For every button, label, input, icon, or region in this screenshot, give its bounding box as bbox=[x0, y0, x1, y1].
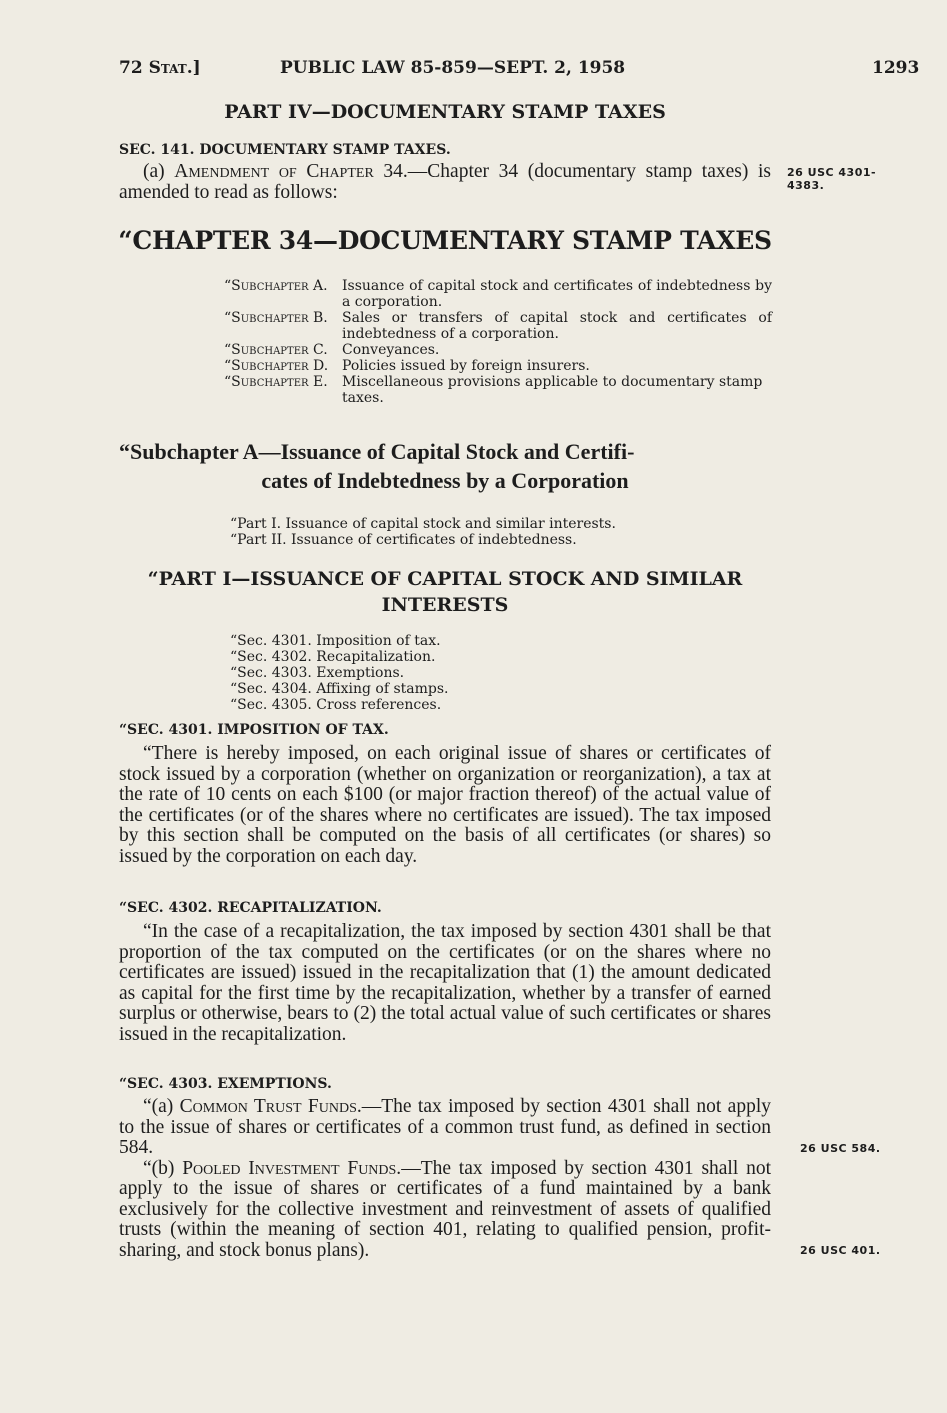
part-title: PART IV—DOCUMENTARY STAMP TAXES bbox=[224, 101, 666, 123]
toc-label: “Subchapter A. bbox=[224, 278, 328, 294]
chapter-title: “CHAPTER 34—DOCUMENTARY STAMP TAXES bbox=[118, 226, 772, 255]
sec-4301-paragraph bbox=[119, 744, 771, 867]
margin-note-usc-4301: 26 USC 4301- bbox=[787, 166, 877, 179]
part-1-toc-item: “Sec. 4305. Cross references. bbox=[230, 697, 442, 713]
subchapter-toc bbox=[230, 516, 616, 548]
toc-text: Conveyances. bbox=[342, 342, 440, 358]
toc-label: “Subchapter B. bbox=[224, 310, 328, 326]
margin-note-usc-4383: 4383. bbox=[787, 179, 825, 192]
sec-4302-text: “In the case of a recapitalization, the tax imposed by section 4301 shall be that proportion of the tax computed on the certificates (or on the shares where no certificates are issued) issued in the recapitalization that (1) the amount dedicated as capital for the first time by the recapitalization, whether by a transfer of earned surplus or otherwise, bears to (2) the total actual value of such certificates or shares issued in the recapitalization. bbox=[119, 921, 771, 1045]
chapter-toc bbox=[224, 278, 772, 406]
subchapter-title-line: “Subchapter A—Issuance of Capital Stock and Certifi- bbox=[119, 439, 635, 464]
part-1-title-line: INTERESTS bbox=[381, 594, 509, 616]
toc-text: Sales or transfers of capital stock and certificates of indebtedness of a corporation. bbox=[342, 310, 772, 342]
toc-text: Policies issued by foreign insurers. bbox=[342, 358, 590, 374]
toc-label: “Subchapter E. bbox=[224, 374, 328, 390]
chapter-toc-item bbox=[224, 374, 772, 406]
sec-4302-heading: “SEC. 4302. RECAPITALIZATION. bbox=[119, 900, 382, 916]
sec-4301-text: “There is hereby imposed, on each original issue of shares or certificates of stock issued by a corporation (whether on organization or reorganization), a tax at the rate of 10 cents on each $100 (or major fraction thereof) of the actual value of the certificates (or of the shares where no certificates are issued). The tax imposed by this section shall be computed on the basis of all certificates (or shares) so issued by the corporation on each day. bbox=[119, 743, 771, 867]
sec-4303-b-caps: Pooled Investment Funds. bbox=[182, 1157, 402, 1179]
subchapter-toc-item: “Part II. Issuance of certificates of indebtedness. bbox=[230, 532, 577, 548]
sec-4303-a-caps: Common Trust Funds. bbox=[179, 1096, 362, 1117]
chapter-toc-item bbox=[224, 358, 772, 374]
sec-141-caps: Amendment of Chapter bbox=[174, 161, 374, 182]
part-1-toc-item: “Sec. 4303. Exemptions. bbox=[230, 665, 405, 681]
subchapter-title-line: cates of Indebtedness by a Corporation bbox=[261, 468, 629, 493]
sec-141-lead: (a) bbox=[143, 161, 175, 182]
header-law-title: PUBLIC LAW 85-859—SEPT. 2, 1958 bbox=[280, 58, 626, 78]
part-1-toc-item: “Sec. 4301. Imposition of tax. bbox=[230, 633, 441, 649]
sec-4303-a-lead: “(a) bbox=[143, 1096, 180, 1117]
part-1-toc-item: “Sec. 4302. Recapitalization. bbox=[230, 649, 436, 665]
subchapter-toc-item: “Part I. Issuance of capital stock and similar interests. bbox=[230, 516, 616, 532]
sec-4303-b-text: —The tax imposed by section 4301 shall not apply to the issue of shares or certificates of a fund maintained by a bank exclusively for the collective investment and reinvestment of assets of qualified trusts (within the meaning of section 401, relating to qualified pension, profit-sharing, and stock bonus plans). bbox=[119, 1157, 771, 1261]
chapter-toc-item bbox=[224, 278, 772, 310]
sec-4303-heading: “SEC. 4303. EXEMPTIONS. bbox=[119, 1076, 332, 1092]
margin-note-usc-401: 26 USC 401. bbox=[800, 1244, 881, 1257]
header-statute-ref: 72 Stat.] bbox=[119, 58, 201, 78]
part-1-toc-item: “Sec. 4304. Affixing of stamps. bbox=[230, 681, 449, 697]
sec-4303-a bbox=[119, 1097, 771, 1159]
toc-label: “Subchapter D. bbox=[224, 358, 329, 374]
part-1-title bbox=[110, 566, 780, 618]
toc-text: Issuance of capital stock and certificates of indebtedness by a corporation. bbox=[342, 278, 772, 310]
sec-141-heading: SEC. 141. DOCUMENTARY STAMP TAXES. bbox=[119, 142, 451, 158]
sec-141-paragraph bbox=[119, 162, 771, 203]
sec-4302-paragraph bbox=[119, 922, 771, 1045]
part-1-toc bbox=[230, 633, 448, 713]
sec-4303-b bbox=[119, 1159, 771, 1262]
part-1-title-line: “PART I—ISSUANCE OF CAPITAL STOCK AND SIMILAR bbox=[147, 568, 743, 590]
toc-label: “Subchapter C. bbox=[224, 342, 328, 358]
header-page-number: 1293 bbox=[872, 58, 920, 78]
subchapter-title bbox=[119, 437, 779, 495]
sec-4303-b-lead: “(b) bbox=[143, 1157, 183, 1179]
sec-4303-paragraphs bbox=[119, 1097, 771, 1261]
sec-4303-a-text: —The tax imposed by section 4301 shall not apply to the issue of shares or certificates of a common trust fund, as defined in section 584. bbox=[119, 1096, 771, 1158]
chapter-toc-item bbox=[224, 342, 772, 358]
sec-141-text: 34.—Chapter 34 (documentary stamp taxes) is amended to read as follows: bbox=[119, 161, 771, 203]
chapter-toc-item bbox=[224, 310, 772, 342]
toc-text: Miscellaneous provisions applicable to documentary stamp taxes. bbox=[342, 374, 763, 406]
sec-4301-heading: “SEC. 4301. IMPOSITION OF TAX. bbox=[119, 722, 389, 738]
margin-note-usc-584: 26 USC 584. bbox=[800, 1142, 881, 1155]
